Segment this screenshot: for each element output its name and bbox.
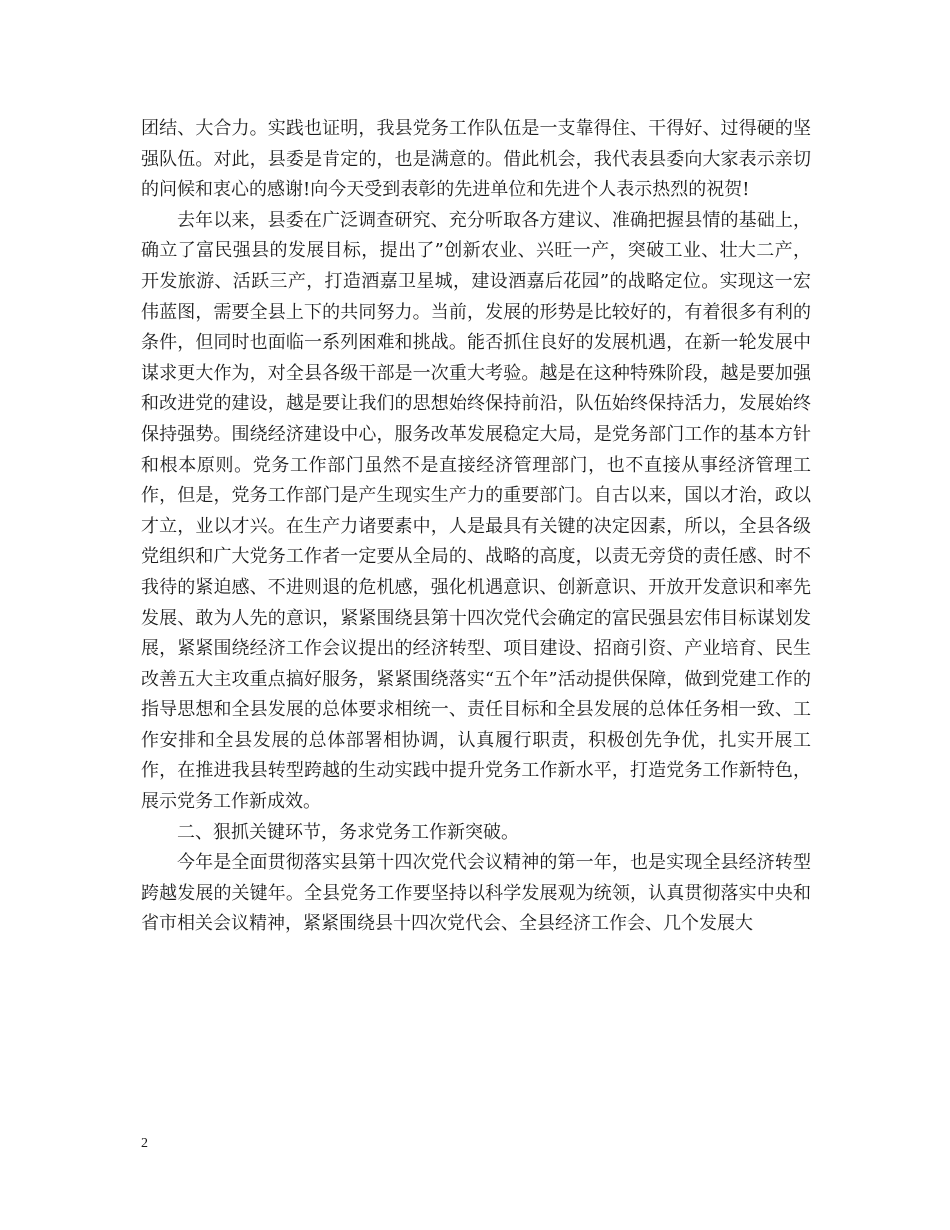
page-number: 2: [141, 1136, 148, 1151]
section-heading: 二、狠抓关键环节，务求党务工作新突破。: [177, 821, 519, 843]
paragraph-1: 团结、大合力。实践也证明，我县党务工作队伍是一支靠得住、干得好、过得硬的坚强队伍。对此，县委是肯定的，也是满意的。借此机会，我代表县委向大家表示亲切的问候和衷心的感谢!向今天受到表彰的先进单位和先进个人表示热烈的祝贺!: [141, 118, 811, 201]
paragraph-2: 去年以来，县委在广泛调查研究、充分听取各方建议、准确把握县情的基础上，确立了富民强县的发展目标，提出了”创新农业、兴旺一产，突破工业、壮大二产，开发旅游、活跃三产，打造酒嘉卫星城，建设酒嘉后花园”的战略定位。实现这一宏伟蓝图，需要全县上下的共同努力。当前，发展的形势是比较好的，有着很多有利的条件，但同时也面临一系列困难和挑战。能否抓住良好的发展机遇，在新一轮发展中谋求更大作为，对全县各级干部是一次重大考验。越是在这种特殊阶段，越是要加强和改进党的建设，越是要让我们的思想始终保持前沿，队伍始终保持活力，发展始终保持强势。围绕经济建设中心，服务改革发展稳定大局，是党务部门工作的基本方针和根本原则。党务工作部门虽然不是直接经济管理部门，也不直接从事经济管理工作，但是，党务工作部门是产生现实生产力的重要部门。自古以来，国以才治，政以才立，业以才兴。在生产力诸要素中，人是最具有关键的决定因素，所以，全县各级党组织和广大党务工作者一定要从全局的、战略的高度，以责无旁贷的责任感、时不我待的紧迫感、不进则退的危机感，强化机遇意识、创新意识、开放开发意识和率先发展、敢为人先的意识，紧紧围绕县第十四次党代会确定的富民强县宏伟目标谋划发展，紧紧围绕经济工作会议提出的经济转型、项目建设、招商引资、产业培育、民生改善五大主攻重点搞好服务，紧紧围绕落实“五个年”活动提供保障，做到党建工作的指导思想和全县发展的总体要求相统一、责任目标和全县发展的总体任务相一致、工作安排和全县发展的总体部署相协调，认真履行职责，积极创先争优，扎实开展工作，在推进我县转型跨越的生动实践中提升党务工作新水平，打造党务工作新特色，展示党务工作新成效。: [141, 209, 811, 813]
document-body: [141, 114, 811, 940]
paragraph-3: 今年是全面贯彻落实县第十四次党代会议精神的第一年，也是实现全县经济转型跨越发展的关键年。全县党务工作要坚持以科学发展观为统领，认真贯彻落实中央和省市相关会议精神，紧紧围绕县十四次党代会、全县经济工作会、几个发展大: [141, 852, 811, 935]
